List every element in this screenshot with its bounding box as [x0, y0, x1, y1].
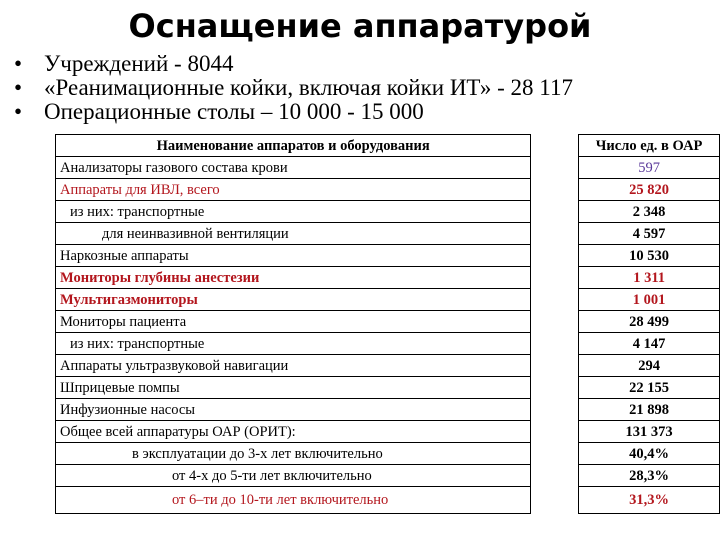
column-gap	[531, 179, 579, 201]
bullet-icu-beds	[14, 76, 573, 100]
column-gap	[531, 289, 579, 311]
row-name: Мониторы пациента	[56, 311, 531, 333]
row-name: Общее всей аппаратуры ОАР (ОРИТ):	[56, 421, 531, 443]
row-name: от 6–ти до 10-ти лет включительно	[56, 487, 531, 514]
table-row	[56, 157, 720, 179]
slide-title: Оснащение аппаратурой	[128, 7, 592, 45]
row-value: 294	[579, 355, 720, 377]
table-row	[56, 421, 720, 443]
row-value: 22 155	[579, 377, 720, 399]
column-gap	[531, 245, 579, 267]
row-value: 28 499	[579, 311, 720, 333]
equipment-table	[55, 134, 720, 514]
column-gap	[531, 377, 579, 399]
table-row	[56, 333, 720, 355]
table-row	[56, 487, 720, 514]
column-header-value: Число ед. в ОАР	[579, 135, 720, 157]
table-row	[56, 377, 720, 399]
table-row	[56, 311, 720, 333]
row-value: 31,3%	[579, 487, 720, 514]
row-value: 1 311	[579, 267, 720, 289]
column-gap	[531, 333, 579, 355]
row-name: Анализаторы газового состава крови	[56, 157, 531, 179]
row-value: 2 348	[579, 201, 720, 223]
bullet-dot-icon: •	[14, 51, 23, 76]
row-name: от 4-х до 5-ти лет включительно	[56, 465, 531, 487]
row-value: 597	[579, 157, 720, 179]
row-value: 4 147	[579, 333, 720, 355]
row-name: Шприцевые помпы	[56, 377, 531, 399]
column-gap	[531, 135, 579, 157]
row-value: 10 530	[579, 245, 720, 267]
table-row	[56, 355, 720, 377]
row-name: в эксплуатации до 3-х лет включительно	[56, 443, 531, 465]
row-value: 28,3%	[579, 465, 720, 487]
column-gap	[531, 201, 579, 223]
row-value: 25 820	[579, 179, 720, 201]
column-gap	[531, 443, 579, 465]
row-name: для неинвазивной вентиляции	[56, 223, 531, 245]
row-name: Наркозные аппараты	[56, 245, 531, 267]
column-gap	[531, 399, 579, 421]
table-row	[56, 289, 720, 311]
table-row	[56, 201, 720, 223]
row-name: Мониторы глубины анестезии	[56, 267, 531, 289]
row-name: Мультигазмониторы	[56, 289, 531, 311]
table-row	[56, 179, 720, 201]
table-row	[56, 465, 720, 487]
column-gap	[531, 157, 579, 179]
row-name: из них: транспортные	[56, 333, 531, 355]
table-header-row	[56, 135, 720, 157]
column-gap	[531, 267, 579, 289]
column-gap	[531, 465, 579, 487]
summary-bullets	[14, 52, 573, 124]
row-value: 1 001	[579, 289, 720, 311]
bullet-dot-icon: •	[14, 75, 23, 100]
row-name: Аппараты для ИВЛ, всего	[56, 179, 531, 201]
row-value: 21 898	[579, 399, 720, 421]
bullet-institutions	[14, 52, 573, 76]
row-name: Аппараты ультразвуковой навигации	[56, 355, 531, 377]
table-row	[56, 399, 720, 421]
column-gap	[531, 421, 579, 443]
column-gap	[531, 355, 579, 377]
column-gap	[531, 487, 579, 514]
row-name: из них: транспортные	[56, 201, 531, 223]
bullet-dot-icon: •	[14, 99, 23, 124]
row-name: Инфузионные насосы	[56, 399, 531, 421]
row-value: 40,4%	[579, 443, 720, 465]
bullet-operating-tables	[14, 100, 573, 124]
bullet-text: «Реанимационные койки, включая койки ИТ» - 28 117	[44, 75, 573, 100]
column-header-name: Наименование аппаратов и оборудования	[56, 135, 531, 157]
table-row	[56, 223, 720, 245]
bullet-text: Учреждений - 8044	[44, 51, 234, 76]
table-row	[56, 443, 720, 465]
table-row	[56, 267, 720, 289]
column-gap	[531, 223, 579, 245]
row-value: 4 597	[579, 223, 720, 245]
column-gap	[531, 311, 579, 333]
bullet-text: Операционные столы – 10 000 - 15 000	[44, 99, 424, 124]
table-row	[56, 245, 720, 267]
row-value: 131 373	[579, 421, 720, 443]
